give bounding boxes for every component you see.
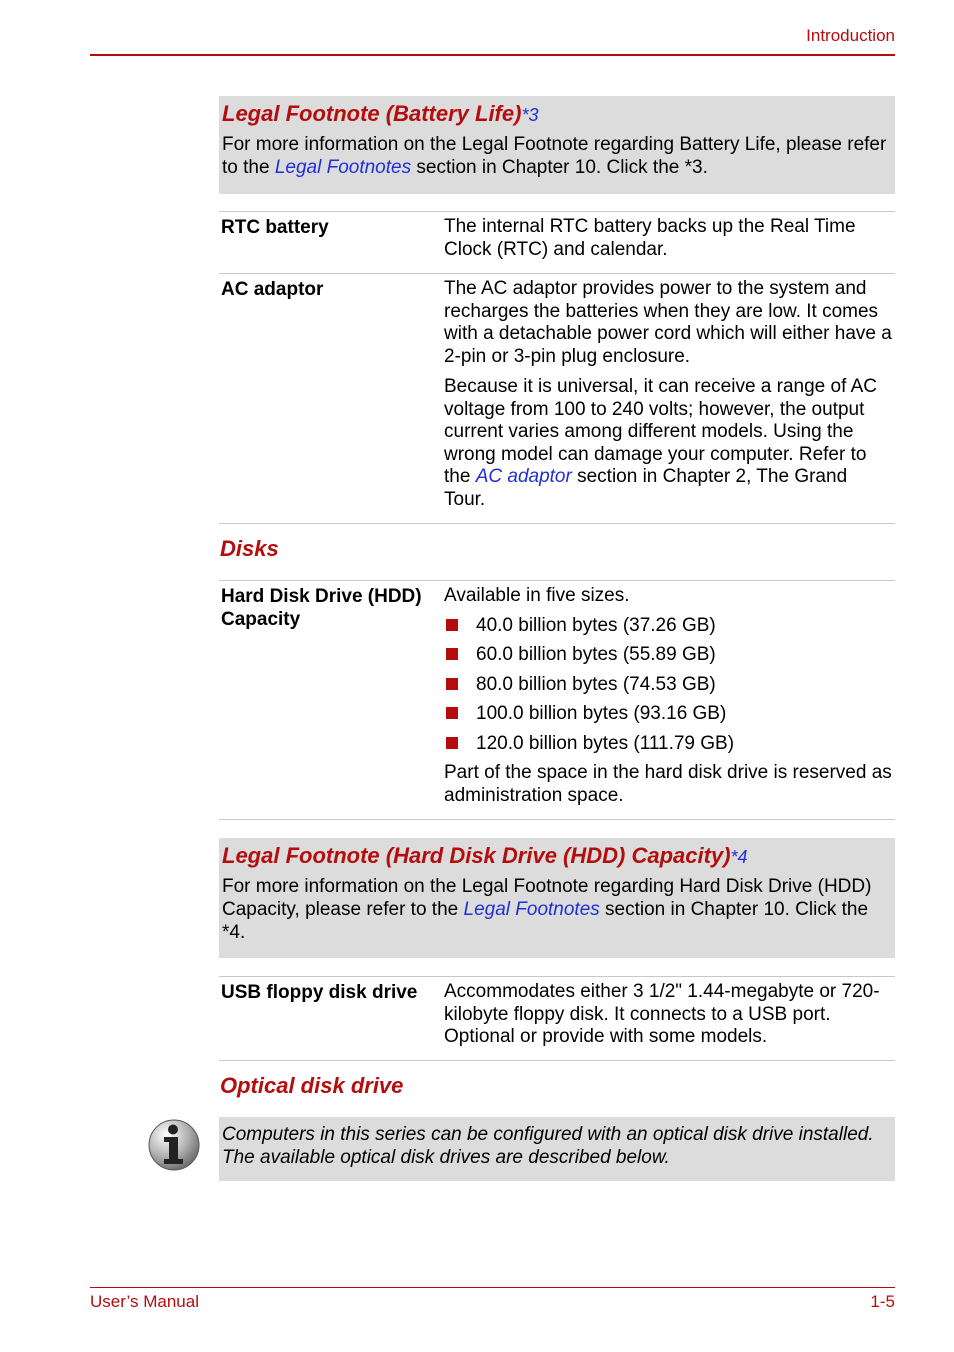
spec-term: USB floppy disk drive xyxy=(221,982,418,1003)
row-divider xyxy=(219,1060,895,1061)
legal-footnote-hdd-title: Legal Footnote (Hard Disk Drive (HDD) Capacity)*4 xyxy=(222,843,748,868)
bullet-square-icon xyxy=(446,619,458,631)
info-icon xyxy=(147,1118,201,1172)
legal-footnote-hdd-text: For more information on the Legal Footnote regarding Hard Disk Drive (HDD) Capacity, please refer to the Legal Footnotes section in Chapter 10. Click the *4. xyxy=(222,876,872,943)
spec-row-usb-floppy xyxy=(219,976,895,1061)
legal-footnote-hdd-box xyxy=(219,838,895,958)
info-note-text: Computers in this series can be configured with an optical disk drive installed. The available optical disk drives are described below. xyxy=(222,1124,874,1168)
bullet-square-icon xyxy=(446,678,458,690)
legal-footnotes-link[interactable]: Legal Footnotes xyxy=(463,899,600,920)
footer-rule xyxy=(90,1287,895,1288)
row-divider xyxy=(219,523,895,524)
spec-row-ac-adaptor xyxy=(219,273,895,524)
optical-disk-drive-heading: Optical disk drive xyxy=(220,1073,404,1098)
header-rule xyxy=(90,54,895,56)
row-divider xyxy=(219,819,895,820)
list-item: 60.0 billion bytes (55.89 GB) xyxy=(444,644,892,674)
spec-row-rtc-battery xyxy=(219,211,895,274)
list-item: 120.0 billion bytes (111.79 GB) xyxy=(444,733,892,763)
spec-term: Hard Disk Drive (HDD) Capacity xyxy=(221,586,422,630)
spec-description: Accommodates either 3 1/2" 1.44-megabyte or 720-kilobyte floppy disk. It connects to a USB port. Optional or provide with some models. xyxy=(444,981,880,1047)
footnote-ref-4[interactable]: *4 xyxy=(730,847,748,867)
hdd-size-list xyxy=(444,615,892,763)
spec-description: The AC adaptor provides power to the system and recharges the batteries when they are low. It comes with a detachable power cord which will either have a 2-pin or 3-pin plug enclosure. Because it is universal, it can receive a range of AC voltage from 100 to 240 volts; however, the output current varies among different models. Using the wrong model can damage your computer. Refer to the AC adaptor section in Chapter 2, The Grand Tour. xyxy=(444,278,892,510)
spec-row-hdd-capacity xyxy=(219,580,895,820)
legal-footnotes-link[interactable]: Legal Footnotes xyxy=(274,157,412,178)
spec-description: Available in five sizes. 40.0 billion bytes (37.26 GB) 60.0 billion bytes (55.89 GB) 80.0 billion bytes (74.53 GB) 100.0 billion bytes (93.16 GB) 120.0 billion bytes (111.79 GB) Part of the space in the hard disk drive is reserved as administration space. xyxy=(444,585,892,806)
spec-term: RTC battery xyxy=(221,217,329,238)
spec-description: The internal RTC battery backs up the Real Time Clock (RTC) and calendar. xyxy=(444,216,856,260)
bullet-square-icon xyxy=(446,707,458,719)
running-header: Introduction xyxy=(806,26,895,45)
spec-term: AC adaptor xyxy=(221,279,324,300)
ac-adaptor-link[interactable]: AC adaptor xyxy=(475,466,572,487)
bullet-square-icon xyxy=(446,648,458,660)
legal-footnote-battery-title: Legal Footnote (Battery Life)*3 xyxy=(222,101,539,126)
footnote-ref-3[interactable]: *3 xyxy=(521,105,539,125)
page-number: 1-5 xyxy=(870,1292,895,1311)
legal-footnote-battery-box xyxy=(219,96,895,194)
list-item: 40.0 billion bytes (37.26 GB) xyxy=(444,615,892,645)
list-item: 80.0 billion bytes (74.53 GB) xyxy=(444,674,892,704)
footer-manual-title: User’s Manual xyxy=(90,1292,199,1311)
info-note-box xyxy=(219,1117,895,1181)
disks-heading: Disks xyxy=(220,536,279,561)
legal-footnote-battery-text: For more information on the Legal Footnote regarding Battery Life, please refer to the Legal Footnotes section in Chapter 10. Click the *3. xyxy=(222,134,887,178)
list-item: 100.0 billion bytes (93.16 GB) xyxy=(444,703,892,733)
bullet-square-icon xyxy=(446,737,458,749)
